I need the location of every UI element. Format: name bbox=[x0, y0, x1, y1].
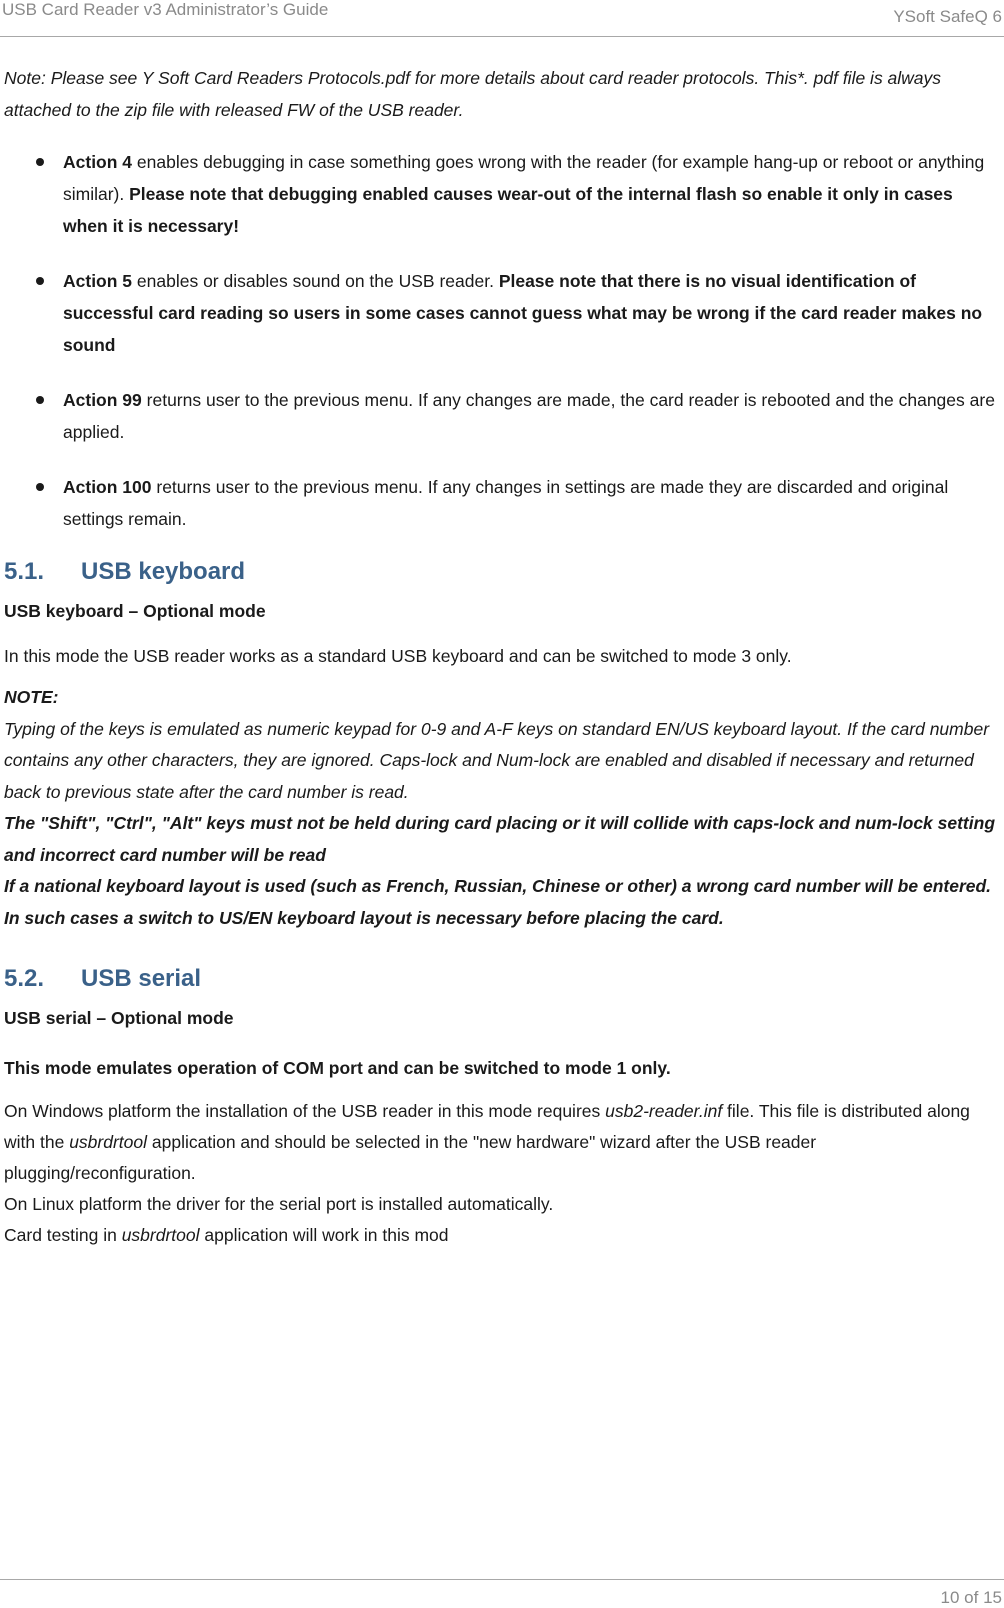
action-label: Action 99 bbox=[63, 390, 142, 410]
action-warning: Please note that debugging enabled causes wear-out of the internal flash so enable it only in cases when it is necessary! bbox=[63, 184, 953, 236]
usb-serial-mode-line: This mode emulates operation of COM port and can be switched to mode 1 only. bbox=[4, 1058, 671, 1078]
action-label: Action 100 bbox=[63, 477, 152, 497]
action-text: returns user to the previous menu. If any changes in settings are made they are discarded and original settings remain. bbox=[63, 477, 949, 529]
section-heading-usb-keyboard bbox=[4, 557, 999, 587]
section-title: USB serial bbox=[81, 965, 202, 992]
tool-name: usbrdrtool bbox=[121, 1225, 200, 1245]
action-text: returns user to the previous menu. If any changes are made, the card reader is rebooted and the changes are applied. bbox=[63, 390, 995, 442]
text-span: Card testing in bbox=[4, 1225, 122, 1245]
section-number: 5.1. bbox=[4, 558, 45, 585]
text-span: On Windows platform the installation of the USB reader in this mode requires bbox=[4, 1101, 606, 1121]
bullet-icon bbox=[36, 396, 44, 404]
usb-serial-details bbox=[4, 1096, 999, 1251]
windows-paragraph bbox=[4, 1096, 999, 1189]
action-label: Action 5 bbox=[63, 271, 133, 291]
protocols-note: Note: Please see Y Soft Card Readers Protocols.pdf for more details about card reader protocols. This*. pdf file is always attached to the zip file with released FW of the USB reader. bbox=[4, 68, 942, 120]
text-span: file. This file is distributed along with the bbox=[4, 1101, 970, 1152]
action-text: enables or disables sound on the USB reader. bbox=[132, 271, 499, 291]
document-title: USB Card Reader v3 Administrator’s Guide bbox=[2, 0, 329, 19]
section-heading-usb-serial bbox=[4, 964, 999, 994]
list-item bbox=[4, 471, 999, 535]
action-text: enables debugging in case something goes wrong with the reader (for example hang-up or reboot or anything similar). bbox=[63, 152, 985, 204]
text-span: application and should be selected in the "new hardware" wizard after the USB reader plugging/reconfiguration. bbox=[4, 1132, 817, 1183]
list-item bbox=[4, 265, 999, 361]
section-title: USB keyboard bbox=[81, 558, 246, 585]
usb-keyboard-intro: In this mode the USB reader works as a standard USB keyboard and can be switched to mode 3 only. bbox=[4, 646, 792, 666]
note-warning-modifier-keys: The "Shift", "Ctrl", "Alt" keys must not be held during card placing or it will collide with caps-lock and num-lock setting and incorrect card number will be read bbox=[4, 813, 996, 865]
action-list bbox=[4, 146, 999, 535]
bullet-icon bbox=[36, 277, 44, 285]
usb-keyboard-subtitle: USB keyboard – Optional mode bbox=[4, 601, 266, 621]
page-header bbox=[0, 0, 1004, 37]
usb-serial-subtitle: USB serial – Optional mode bbox=[4, 1008, 234, 1028]
list-item bbox=[4, 146, 999, 242]
section-number: 5.2. bbox=[4, 965, 45, 992]
page-number: 10 of 15 bbox=[940, 1588, 1002, 1607]
page-footer bbox=[0, 1579, 1004, 1607]
card-testing-paragraph bbox=[4, 1220, 999, 1251]
text-span: application will work in this mod bbox=[199, 1225, 449, 1245]
action-label: Action 4 bbox=[63, 152, 133, 172]
bullet-icon bbox=[36, 158, 44, 166]
note-text: Typing of the keys is emulated as numeric keypad for 0-9 and A-F keys on standard EN/US keyboard layout. If the card number contains any other characters, they are ignored. Caps-lock and Num-lock are enabled and disabled if necessary and returned back to previous state after the card number is read. bbox=[4, 718, 990, 802]
linux-paragraph: On Linux platform the driver for the serial port is installed automatically. bbox=[4, 1194, 554, 1214]
list-item bbox=[4, 384, 999, 448]
note-warning-keyboard-layout: If a national keyboard layout is used (such as French, Russian, Chinese or other) a wrong card number will be entered. In such cases a switch to US/EN keyboard layout is necessary before placing the card. bbox=[4, 876, 992, 928]
action-warning: Please note that there is no visual identification of successful card reading so users in some cases cannot guess what may be wrong if the card reader makes no sound bbox=[63, 271, 983, 355]
tool-name: usbrdrtool bbox=[69, 1132, 148, 1152]
inf-file-name: usb2-reader.inf bbox=[605, 1101, 723, 1121]
note-label: NOTE: bbox=[4, 687, 59, 707]
product-name: YSoft SafeQ 6 bbox=[893, 7, 1002, 26]
bullet-icon bbox=[36, 483, 44, 491]
page-content bbox=[4, 62, 999, 1251]
keyboard-note bbox=[4, 682, 999, 934]
